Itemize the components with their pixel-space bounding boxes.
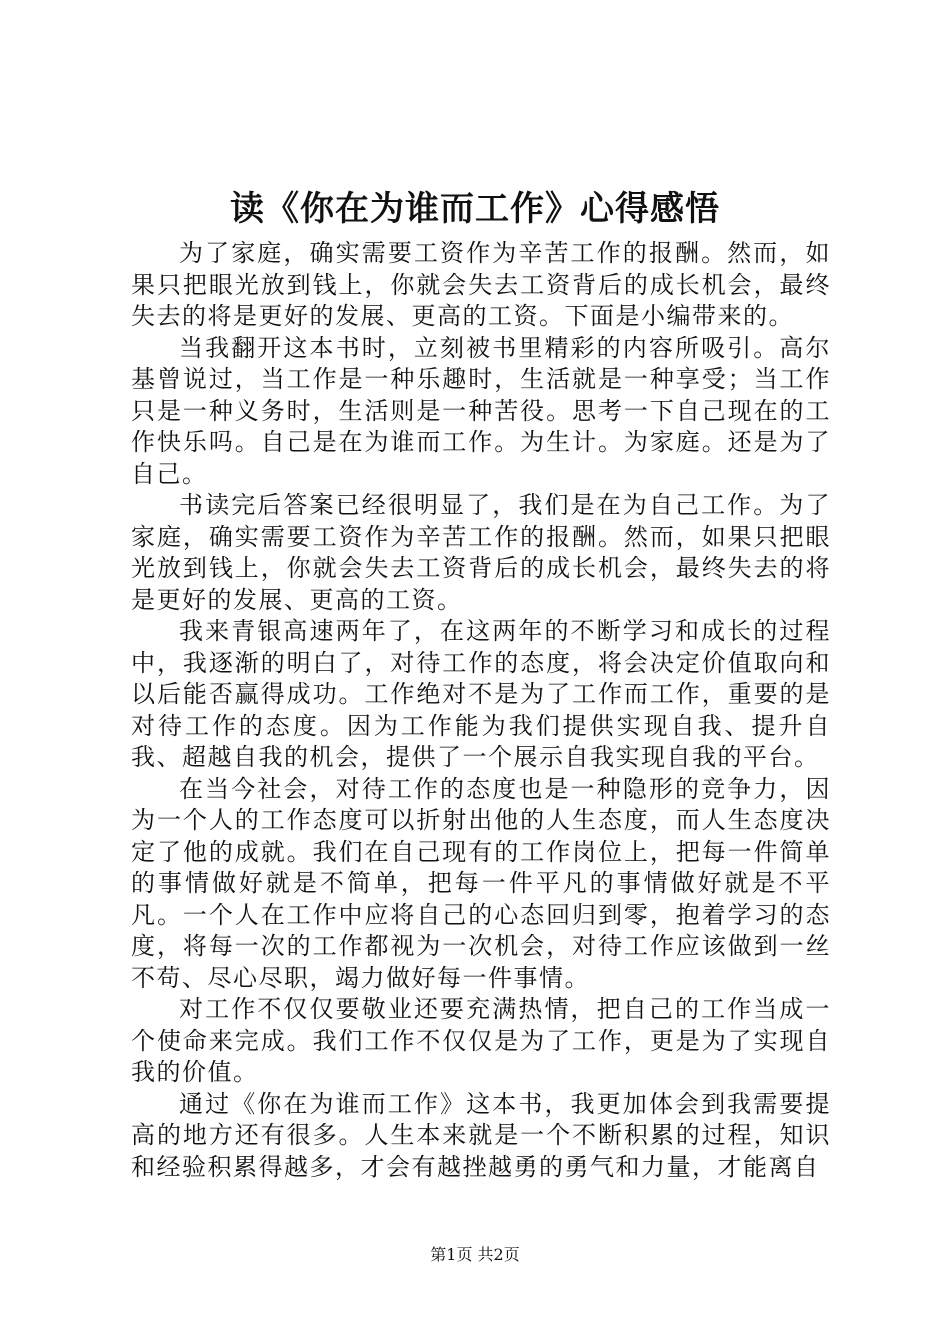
paragraph-4: 我来青银高速两年了，在这两年的不断学习和成长的过程中，我逐渐的明白了，对待工作的态度，将会决定价值取向和以后能否赢得成功。工作绝对不是为了工作而工作，重要的是对待工作的态度。因为工作能为我们提供实现自我、提升自我、超越自我的机会，提供了一个展示自我实现自我的平台。 [131, 617, 831, 771]
document-title: 读《你在为谁而工作》心得感悟 [230, 189, 720, 229]
document-body [131, 238, 831, 1183]
paragraph-2: 当我翻开这本书时，立刻被书里精彩的内容所吸引。高尔基曾说过，当工作是一种乐趣时，生活就是一种享受；当工作只是一种义务时，生活则是一种苦役。思考一下自己现在的工作快乐吗。自己是在为谁而工作。为生计。为家庭。还是为了自己。 [131, 333, 831, 488]
paragraph-5: 在当今社会，对待工作的态度也是一种隐形的竞争力，因为一个人的工作态度可以折射出他的人生态度，而人生态度决定了他的成就。我们在自己现有的工作岗位上，把每一件简单的事情做好就是不简单，把每一件平凡的事情做好就是不平凡。一个人在工作中应将自己的心态回归到零，抱着学习的态度，将每一次的工作都视为一次机会，对待工作应该做到一丝不苟、尽心尽职，竭力做好每一件事情。 [131, 774, 831, 992]
page-number-footer: 第1页 共2页 [430, 1245, 520, 1264]
paragraph-1: 为了家庭，确实需要工资作为辛苦工作的报酬。然而，如果只把眼光放到钱上，你就会失去工资背后的成长机会，最终失去的将是更好的发展、更高的工资。下面是小编带来的。 [131, 239, 831, 330]
paragraph-6: 对工作不仅仅要敬业还要充满热情，把自己的工作当成一个使命来完成。我们工作不仅仅是为了工作，更是为了实现自我的价值。 [131, 995, 831, 1086]
paragraph-3: 书读完后答案已经很明显了，我们是在为自己工作。为了家庭，确实需要工资作为辛苦工作的报酬。然而，如果只把眼光放到钱上，你就会失去工资背后的成长机会，最终失去的将是更好的发展、更高的工资。 [131, 491, 831, 614]
paragraph-7: 通过《你在为谁而工作》这本书，我更加体会到我需要提高的地方还有很多。人生本来就是一个不断积累的过程，知识和经验积累得越多，才会有越挫越勇的勇气和力量，才能离自 [131, 1089, 831, 1181]
